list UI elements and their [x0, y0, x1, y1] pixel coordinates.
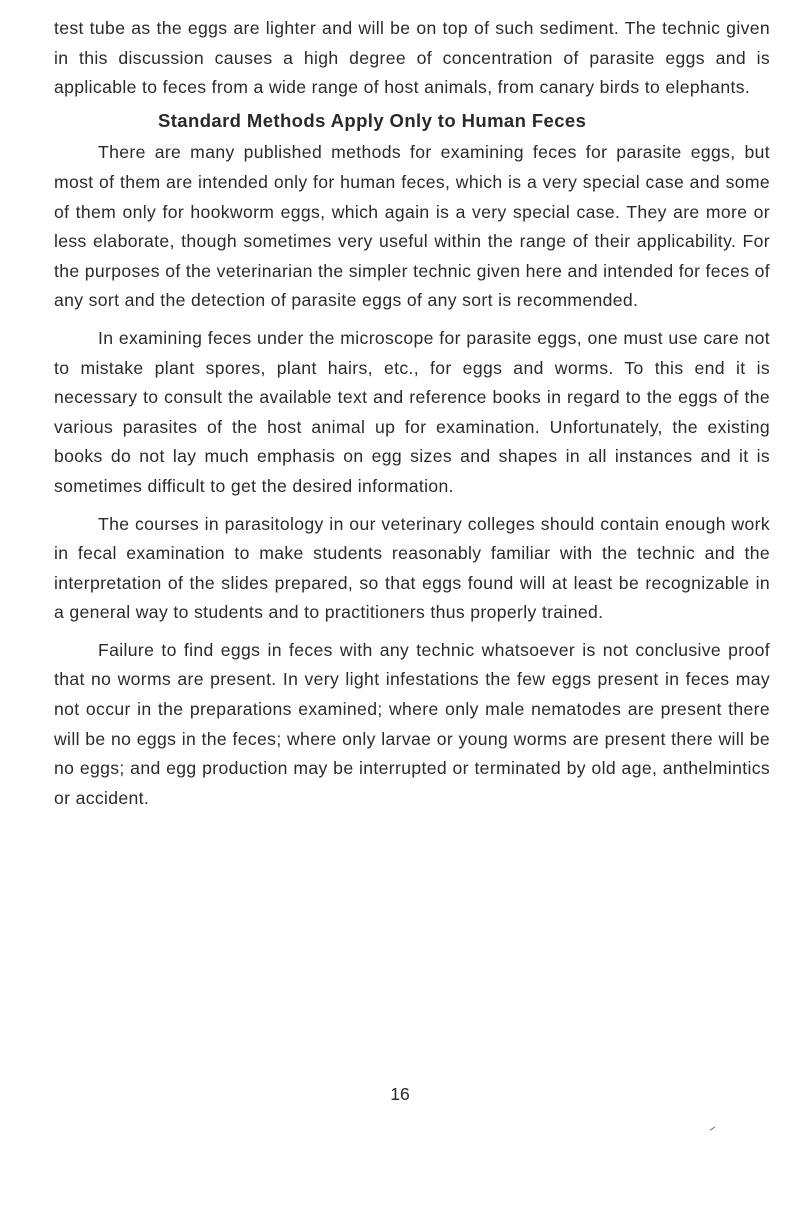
- paragraph-parasitology-courses: The courses in parasitology in our veterinary colleges should contain enough work in fecal examination to make students reasonably familiar with the technic and the interpretation of the slides prepared, so that eggs found will at least be recognizable in a general way to students and to practitioners thus properly trained.: [54, 513, 770, 623]
- section-heading: Standard Methods Apply Only to Human Feces: [158, 109, 587, 131]
- continuation-paragraph: test tube as the eggs are lighter and will be on top of such sediment. The technic given in this discussion causes a high degree of concentration of parasite eggs and is applicable to feces from a wide range of host animals, from canary birds to elephants.: [54, 18, 770, 98]
- page-number: 16: [390, 1084, 410, 1104]
- paragraph-published-methods: There are many published methods for examining feces for parasite eggs, but most of them are intended only for human feces, which is a very special case and some of them only for hookworm eggs, which again is a very special case. They are more or less elaborate, though sometimes very useful within the range of their applicability. For the purposes of the veterinarian the simpler technic given here and intended for feces of any sort and the detection of parasite eggs of any sort is recommended.: [54, 142, 770, 311]
- scan-mark: [710, 1127, 717, 1133]
- paragraph-failure-to-find-eggs: Failure to find eggs in feces with any technic whatsoever is not conclusive proof that no worms are present. In very light infestations the few eggs present in feces may not occur in the preparations examined; where only male nematodes are present there will be no eggs in the feces; where only larvae or young worms are present there will be no eggs; and egg production may be interrupted or terminated by old age, anthelmintics or accident.: [54, 639, 770, 808]
- text-column: [54, 14, 770, 813]
- paragraph-microscope-examination: In examining feces under the microscope for parasite eggs, one must use care not to mistake plant spores, plant hairs, etc., for eggs and worms. To this end it is necessary to consult the available text and reference books in regard to the eggs of the various parasites of the host animal up for examination. Unfortunately, the existing books do not lay much emphasis on egg sizes and shapes in all instances and it is sometimes difficult to get the desired information.: [54, 327, 770, 496]
